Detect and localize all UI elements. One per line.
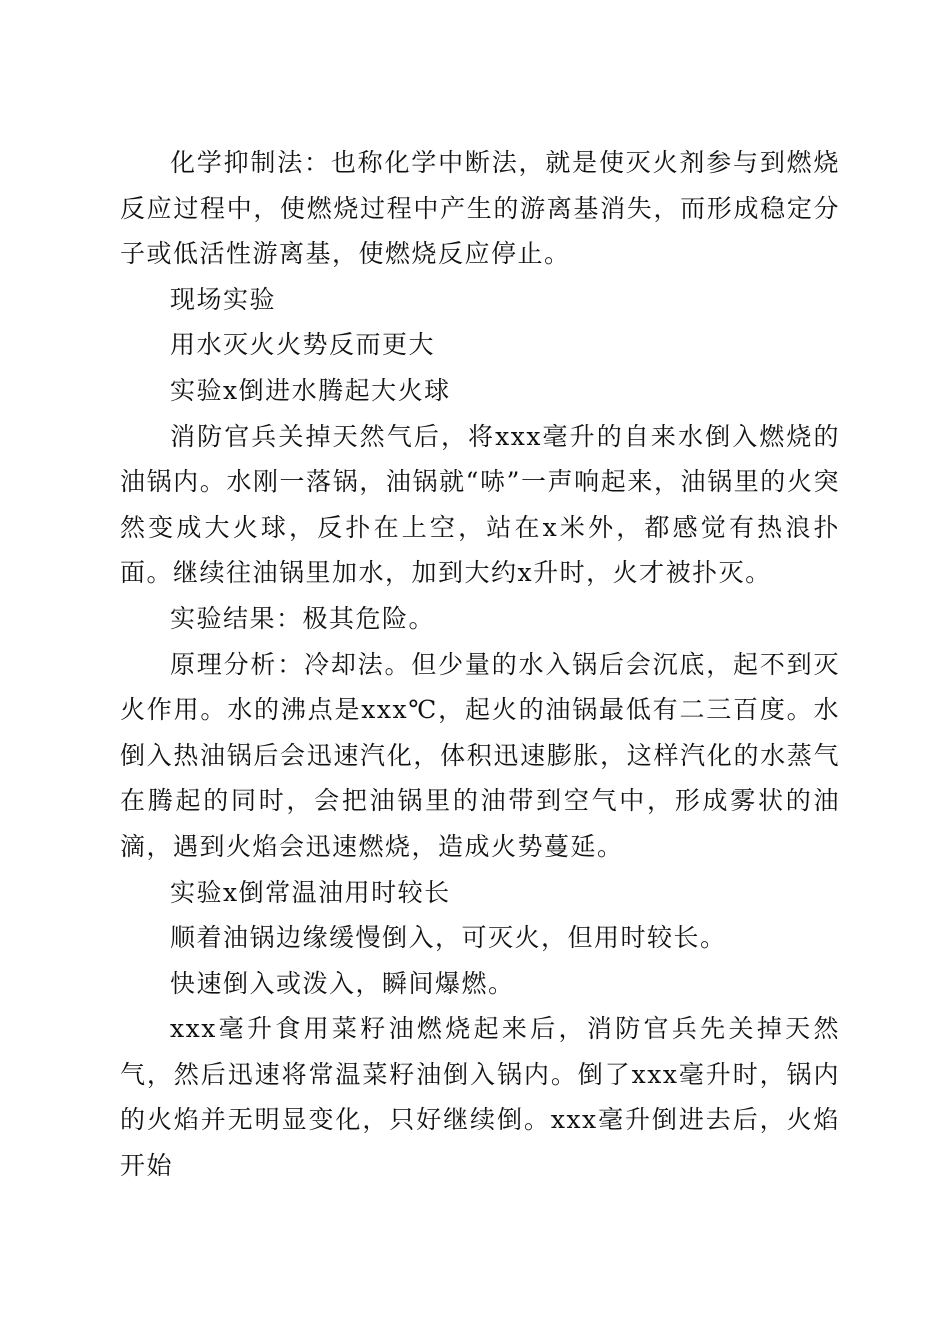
paragraph-fast-pour: 快速倒入或泼入，瞬间爆燃。 — [170, 968, 515, 998]
heading-water-fire: 用水灭火火势反而更大 — [170, 330, 436, 360]
paragraph-water-experiment: 消防官兵关掉天然气后，将xxx毫升的自来水倒入燃烧的油锅内。水刚一落锅，油锅就“哧”一声响起来，油锅里的火突然变成大火球，反扑在上空，站在x米外，都感觉有热浪扑面。继续往油锅里加水，加到大约x升时，火才被扑灭。 — [120, 421, 840, 588]
heading-experiment-water: 实验x倒进水腾起大火球 — [170, 375, 451, 405]
document-body — [120, 140, 840, 1189]
paragraph-chemical-suppression: 化学抑制法：也称化学中断法，就是使灭火剂参与到燃烧反应过程中，使燃烧过程中产生的游离基消失，而形成稳定分子或低活性游离基，使燃烧反应停止。 — [120, 148, 840, 269]
paragraph-slow-pour: 顺着油锅边缘缓慢倒入，可灭火，但用时较长。 — [170, 923, 727, 953]
paragraph-oil-experiment: xxx毫升食用菜籽油燃烧起来后，消防官兵先关掉天然气，然后迅速将常温菜籽油倒入锅内。倒了xxx毫升时，锅内的火焰并无明显变化，只好继续倒。xxx毫升倒进去后，火焰开始 — [120, 1014, 840, 1181]
paragraph-analysis: 原理分析：冷却法。但少量的水入锅后会沉底，起不到灭火作用。水的沸点是xxx℃，起火的油锅最低有二三百度。水倒入热油锅后会迅速汽化，体积迅速膨胀，这样汽化的水蒸气在腾起的同时，会把油锅里的油带到空气中，形成雾状的油滴，遇到火焰会迅速燃烧，造成火势蔓延。 — [120, 649, 840, 861]
heading-field-experiment: 现场实验 — [170, 284, 277, 314]
paragraph-result: 实验结果：极其危险。 — [170, 603, 436, 633]
heading-experiment-oil: 实验x倒常温油用时较长 — [170, 877, 451, 907]
